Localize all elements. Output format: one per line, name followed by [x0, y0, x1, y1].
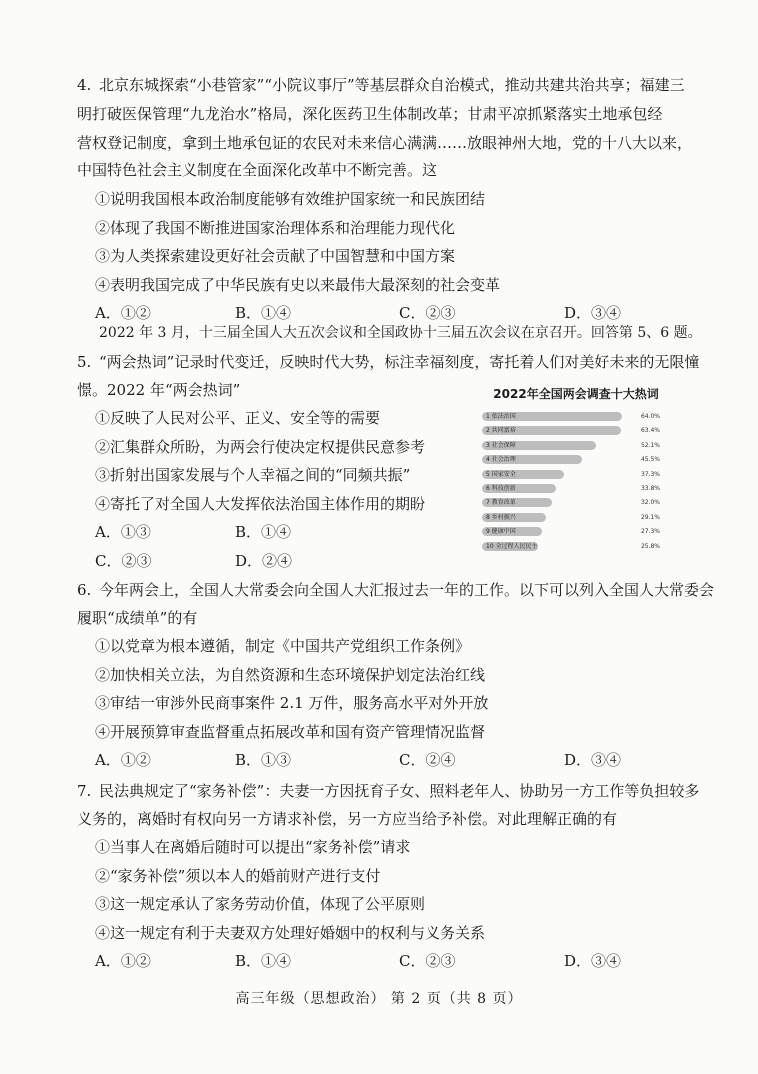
question-stem-line: 今年两会上，全国人大常委会向全国人大汇报过去一年的工作。以下可以列入全国人大常委会 — [99, 581, 715, 599]
chart-row — [476, 424, 676, 437]
question-number: 6. — [77, 581, 92, 599]
question-number: 5. — [77, 353, 92, 371]
chart-bars — [476, 410, 676, 553]
option-b[interactable]: B．①④ — [235, 304, 292, 322]
statement-item: ③这一规定承认了家务劳动价值，体现了公平原则 — [95, 895, 426, 913]
question-7 — [0, 775, 758, 975]
question-number: 4. — [77, 76, 92, 94]
chart-value-label: 37.3% — [640, 470, 660, 478]
chart-row — [476, 496, 676, 509]
chart-row — [476, 540, 676, 553]
chart-value-label: 63.4% — [640, 427, 660, 435]
page-footer: 高三年级（思想政治） 第 2 页（共 8 页） — [235, 991, 523, 1007]
statement-item: ①说明我国根本政治制度能够有效维护国家统一和民族团结 — [95, 190, 486, 208]
question-4 — [0, 69, 758, 329]
option-a[interactable]: A．①② — [95, 304, 151, 322]
option-c[interactable]: C．②③ — [95, 552, 152, 570]
statement-item: ④这一规定有利于夫妻双方处理好婚姻中的权利与义务关系 — [95, 924, 486, 942]
chart-value-label: 52.1% — [640, 441, 660, 449]
option-d[interactable]: D．③④ — [564, 952, 622, 970]
chart-bar-label: 4 社会治理 — [486, 456, 516, 464]
question-6 — [0, 574, 758, 774]
chart-bar-label: 1 依法治国 — [486, 413, 516, 420]
statement-item: ②“家务补偿”须以本人的婚前财产进行支付 — [95, 867, 381, 885]
statement-item: ②加快相关立法，为自然资源和生态环境保护划定法治红线 — [95, 666, 486, 684]
hot-words-chart — [476, 385, 676, 550]
statement-item: ③为人类探索建设更好社会贡献了中国智慧和中国方案 — [95, 247, 456, 265]
chart-value-label: 25.8% — [640, 542, 660, 550]
question-stem-line: 义务的，离婚时有权向另一方请求补偿，另一方应当给予补偿。对此理解正确的有 — [77, 810, 618, 828]
question-stem-line: 憬。2022 年“两会热词” — [77, 381, 241, 399]
chart-bar-label: 8 乡村振兴 — [486, 513, 516, 521]
shared-context-intro: 2022 年 3 月，十三届全国人大五次会议和全国政协十三届五次会议在京召开。回答第 5、6 题。 — [99, 325, 702, 341]
chart-row — [476, 453, 676, 466]
option-c[interactable]: C．②③ — [399, 952, 456, 970]
statement-item: ②体现了我国不断推进国家治理体系和治理能力现代化 — [95, 219, 456, 237]
question-stem-line: 北京东城探索“小巷管家”“小院议事厅”等基层群众自治模式，推动共建共治共享；福建三 — [99, 76, 685, 94]
question-stem-line: 明打破医保管理“九龙治水”格局，深化医药卫生体制改革；甘肃平凉抓紧落实土地承包经 — [77, 105, 663, 123]
chart-bar-label: 2 共同富裕 — [486, 427, 516, 435]
option-d[interactable]: D．③④ — [564, 304, 622, 322]
statement-item: ③折射出国家发展与个人幸福之间的“同频共振” — [95, 466, 411, 484]
chart-bar-label: 6 科技创新 — [486, 484, 516, 492]
question-number: 7. — [77, 782, 92, 800]
statement-item: ②汇集群众所盼，为两会行使决定权提供民意参考 — [95, 438, 426, 456]
chart-title: 2022年全国两会调查十大热词 — [493, 387, 659, 401]
statement-item: ③审结一审涉外民商事案件 2.1 万件，服务高水平对外开放 — [95, 694, 489, 712]
chart-bar-label: 5 国家安全 — [486, 470, 516, 478]
chart-bar-label: 3 社会保障 — [486, 441, 516, 449]
statement-item: ④开展预算审查监督重点拓展改革和国有资产管理情况监督 — [95, 723, 486, 741]
chart-row — [476, 511, 676, 524]
chart-row — [476, 468, 676, 481]
statement-item: ①以党章为根本遵循，制定《中国共产党组织工作条例》 — [95, 637, 471, 655]
chart-bar-label: 9 健康中国 — [486, 528, 516, 536]
question-stem-line: 营权登记制度，拿到土地承包证的农民对未来信心满满……放眼神州大地，党的十八大以来， — [77, 134, 693, 152]
chart-value-label: 27.3% — [640, 528, 660, 536]
chart-value-label: 33.8% — [640, 484, 660, 492]
option-d[interactable]: D．②④ — [235, 552, 293, 570]
option-a[interactable]: A．①② — [95, 751, 151, 769]
option-d[interactable]: D．③④ — [564, 751, 622, 769]
chart-bar-label: 7 教育改革 — [486, 499, 516, 507]
option-b[interactable]: B．①④ — [235, 523, 292, 541]
chart-bar-label: 10 全过程人民民主 — [486, 542, 538, 550]
question-stem-line: 民法典规定了“家务补偿”：夫妻一方因抚育子女、照料老年人、协助另一方工作等负担较多 — [99, 782, 700, 800]
chart-value-label: 29.1% — [640, 513, 660, 521]
chart-value-label: 32.0% — [640, 499, 660, 507]
chart-value-label: 64.0% — [640, 413, 660, 420]
statement-item: ④表明我国完成了中华民族有史以来最伟大最深刻的社会变革 — [95, 276, 501, 294]
question-stem-line: 履职“成绩单”的有 — [77, 609, 198, 627]
option-c[interactable]: C．②④ — [399, 751, 456, 769]
statement-item: ①反映了人民对公平、正义、安全等的需要 — [95, 409, 381, 427]
chart-row — [476, 439, 676, 452]
option-b[interactable]: B．①④ — [235, 952, 292, 970]
chart-row — [476, 410, 676, 423]
option-c[interactable]: C．②③ — [399, 304, 456, 322]
chart-row — [476, 525, 676, 538]
option-a[interactable]: A．①② — [95, 952, 151, 970]
question-stem-line: 中国特色社会主义制度在全面深化改革中不断完善。这 — [77, 161, 438, 179]
option-b[interactable]: B．①③ — [235, 751, 292, 769]
option-a[interactable]: A．①③ — [95, 523, 151, 541]
chart-row — [476, 482, 676, 495]
chart-value-label: 45.5% — [640, 456, 660, 464]
statement-item: ①当事人在离婚后随时可以提出“家务补偿”请求 — [95, 838, 411, 856]
statement-item: ④寄托了对全国人大发挥依法治国主体作用的期盼 — [95, 495, 426, 513]
question-stem-line: “两会热词”记录时代变迁，反映时代大势，标注幸福刻度，寄托着人们对美好未来的无限憧 — [99, 353, 700, 371]
